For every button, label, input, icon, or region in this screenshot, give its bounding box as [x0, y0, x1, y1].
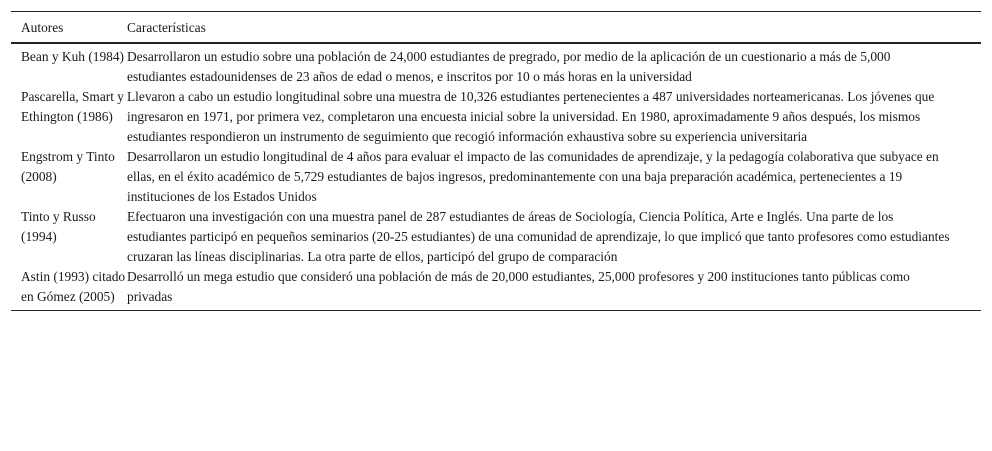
- row-authors: Bean y Kuh (1984): [21, 49, 125, 64]
- table-body: [11, 43, 981, 311]
- row-characteristics: Llevaron a cabo un estudio longitudinal sobre una muestra de 10,326 estudiantes pertenecientes a 487 universidades norteamericanas. Los jóvenes que ingresaron en 1971, por primera vez, completaron una encuesta inicial sobre la universidad. En 1980, aproximadamente 9 años después, los mismos estudiantes respondieron un instrumento de seguimiento que recogió información exhaustiva sobre su experiencia universitaria: [127, 89, 935, 144]
- header-row: [11, 12, 981, 44]
- studies-table-container: [11, 11, 981, 311]
- header-authors: Autores: [11, 12, 127, 44]
- row-characteristics: Desarrollaron un estudio sobre una población de 24,000 estudiantes de pregrado, por medio de la aplicación de un cuestionario a más de 5,000 estudiantes estadounidenses de 23 años de edad o menos, e inscritos por 10 o más horas en la universidad: [127, 49, 891, 84]
- header-characteristics: Características: [127, 12, 981, 44]
- row-authors: Pascarella, Smart y Ethington (1986): [21, 89, 124, 124]
- table-row: [11, 147, 981, 207]
- studies-table: [11, 11, 981, 311]
- table-row: [11, 267, 981, 311]
- row-authors: Engstrom y Tinto (2008): [21, 149, 115, 184]
- table-row: [11, 207, 981, 267]
- row-authors: Astin (1993) citado en Gómez (2005): [11, 267, 127, 311]
- row-authors: Tinto y Russo (1994): [21, 209, 96, 244]
- table-row: [11, 87, 981, 147]
- table-row: [11, 43, 981, 87]
- table-header: [11, 12, 981, 44]
- row-characteristics: Efectuaron una investigación con una muestra panel de 287 estudiantes de áreas de Sociología, Ciencia Política, Arte e Inglés. Una parte de los estudiantes participó en pequeños seminarios (20-25 estudiantes) de una comunidad de aprendizaje, lo que implicó que tanto profesores como estudiantes cruzaran las líneas disciplinarias. La otra parte de ellos, participó del grupo de comparación: [127, 209, 950, 264]
- row-characteristics: Desarrollaron un estudio longitudinal de 4 años para evaluar el impacto de las comunidades de aprendizaje, y la pedagogía colaborativa que subyace en ellas, en el éxito académico de 5,729 estudiantes de bajos ingresos, predominantemente con una baja preparación académica, pertenecientes a 19 instituciones de los Estados Unidos: [127, 149, 939, 204]
- row-characteristics: Desarrolló un mega estudio que consideró una población de más de 20,000 estudiantes, 25,000 profesores y 200 instituciones tanto públicas como privadas: [127, 267, 981, 311]
